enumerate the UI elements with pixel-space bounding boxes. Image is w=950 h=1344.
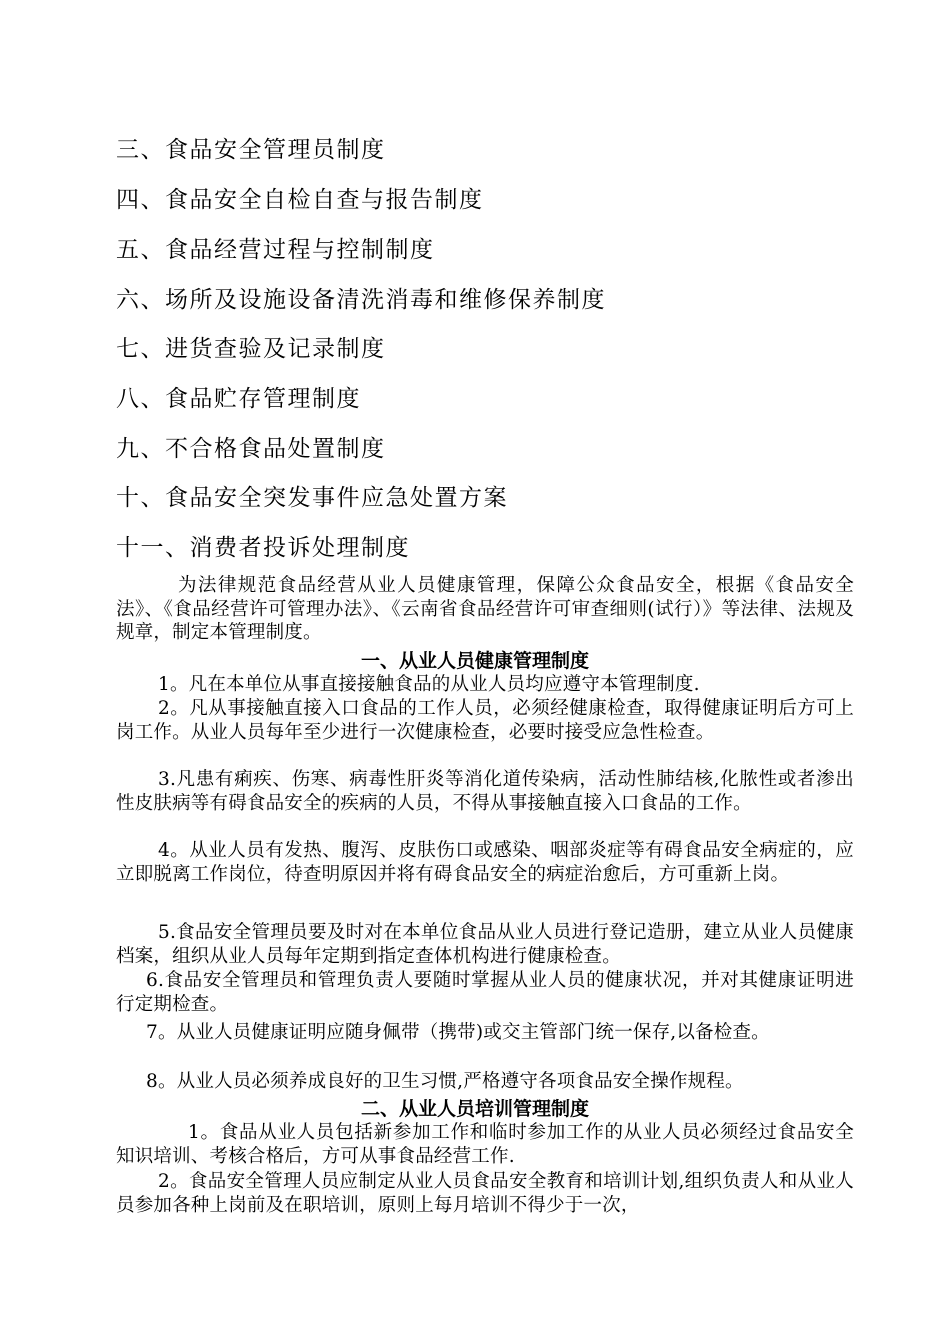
toc-item: 三、食品安全管理员制度 xyxy=(116,137,386,163)
toc-item: 五、食品经营过程与控制制度 xyxy=(116,237,435,263)
rule-item: 6.食品安全管理员和管理负责人要随时掌握从业人员的健康状况，并对其健康证明进行定期检查。 xyxy=(116,970,854,1015)
toc-item: 九、不合格食品处置制度 xyxy=(116,436,386,462)
rule-item: 1。凡在本单位从事直接接触食品的从业人员均应遵守本管理制度. xyxy=(158,674,700,695)
toc-item: 七、进货查验及记录制度 xyxy=(116,336,386,362)
intro-paragraph: 为法律规范食品经营从业人员健康管理，保障公众食品安全，根据《食品安全法》、《食品经营许可管理办法》、《云南省食品经营许可审查细则(试行）》等法律、法规及规章，制定本管理制度。 xyxy=(116,575,854,644)
rule-item: 2。凡从事接触直接入口食品的工作人员，必须经健康检查，取得健康证明后方可上岗工作。从业人员每年至少进行一次健康检查，必要时接受应急性检查。 xyxy=(116,698,854,743)
rule-item: 5.食品安全管理员要及时对在本单位食品从业人员进行登记造册，建立从业人员健康档案，组织从业人员每年定期到指定查体机构进行健康检查。 xyxy=(116,922,854,967)
toc-item: 十、食品安全突发事件应急处置方案 xyxy=(116,485,508,511)
section-heading: 一、从业人员健康管理制度 xyxy=(360,650,589,672)
rule-item: 8。从业人员必须养成良好的卫生习惯,严格遵守各项食品安全操作规程。 xyxy=(146,1071,744,1092)
toc-item: 十一、消费者投诉处理制度 xyxy=(116,535,410,561)
rule-item: 2。食品安全管理人员应制定从业人员食品安全教育和培训计划,组织负责人和从业人员参加各种上岗前及在职培训，原则上每月培训不得少于一次， xyxy=(116,1171,854,1216)
rule-item: 7。从业人员健康证明应随身佩带（携带)或交主管部门统一保存,以备检查。 xyxy=(146,1022,770,1043)
section-heading: 二、从业人员培训管理制度 xyxy=(360,1098,589,1120)
toc-item: 八、食品贮存管理制度 xyxy=(116,386,361,412)
toc-item: 六、场所及设施设备清洗消毒和维修保养制度 xyxy=(116,287,606,313)
rule-item: 4。从业人员有发热、腹泻、皮肤伤口或感染、咽部炎症等有碍食品安全病症的，应立即脱离工作岗位，待查明原因并将有碍食品安全的病症治愈后，方可重新上岗。 xyxy=(116,840,854,885)
rule-item: 3.凡患有痢疾、伤寒、病毒性肝炎等消化道传染病，活动性肺结核,化脓性或者渗出性皮肤病等有碍食品安全的疾病的人员，不得从事接触直接入口食品的工作。 xyxy=(116,769,854,814)
toc-item: 四、食品安全自检自查与报告制度 xyxy=(116,187,484,213)
rule-item: 1。食品从业人员包括新参加工作和临时参加工作的从业人员必须经过食品安全知识培训、考核合格后，方可从事食品经营工作. xyxy=(116,1122,854,1167)
